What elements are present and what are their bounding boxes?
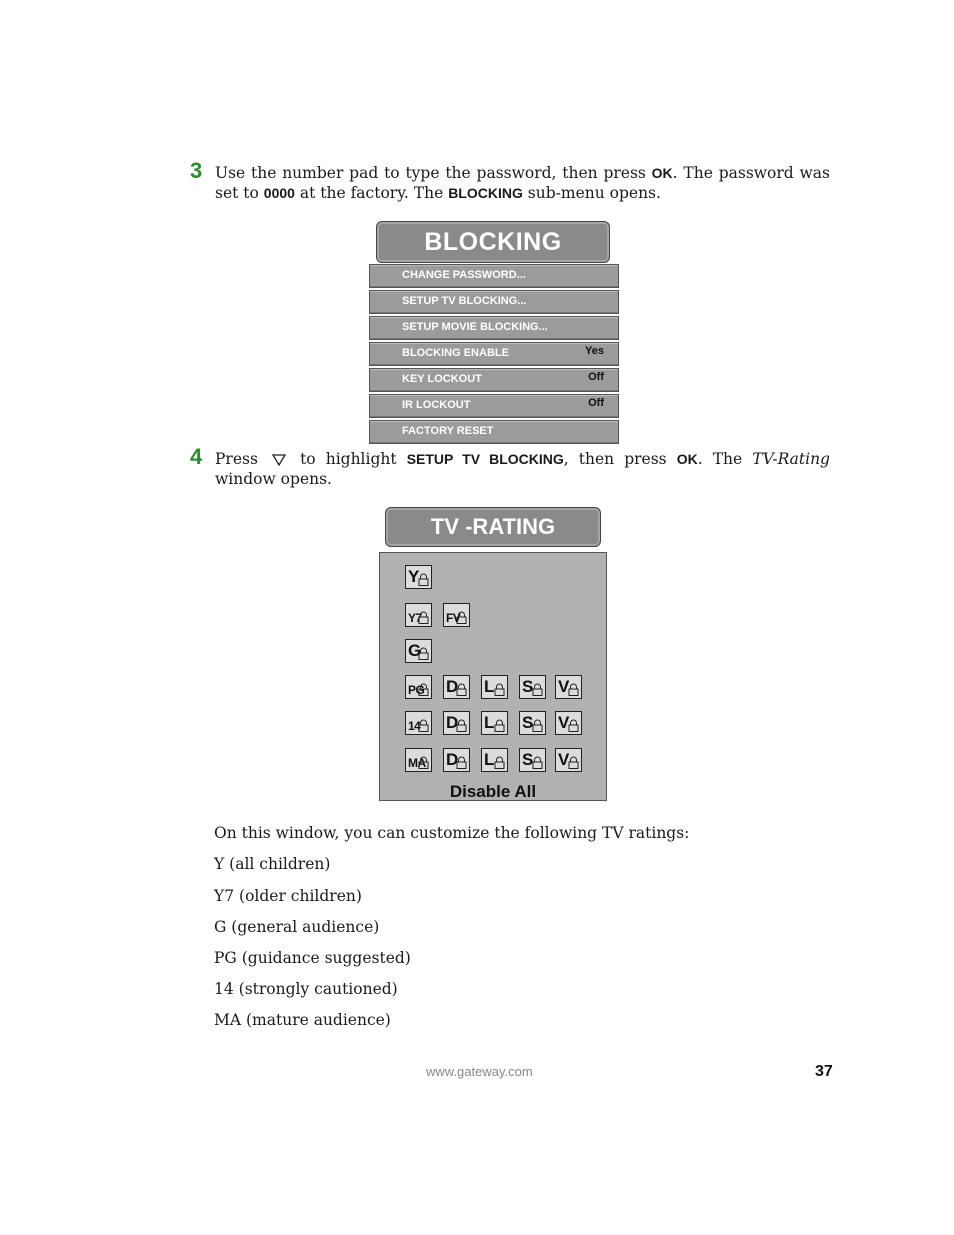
lock-icon — [418, 756, 429, 769]
blocking-menu — [369, 264, 619, 446]
step-text: Press to highlight SETUP TV BLOCKING, then press OK. The TV-Rating window opens. — [215, 450, 830, 488]
lock-icon — [568, 683, 579, 696]
ok-key-label: OK — [676, 451, 698, 467]
rating-label: G — [408, 641, 422, 660]
down-arrow-icon — [272, 454, 286, 466]
rating-toggle-g[interactable] — [405, 639, 432, 663]
tv-rating-emphasis: TV-Rating — [752, 450, 830, 468]
rating-label: 14 — [408, 719, 421, 733]
disable-all-button[interactable]: Disable All — [449, 782, 537, 801]
lock-icon — [456, 719, 467, 732]
rating-desc-g: G (general audience) — [214, 918, 380, 936]
rating-label: S — [522, 713, 534, 732]
rating-toggle-s[interactable] — [519, 748, 546, 772]
lock-icon — [456, 611, 467, 624]
rating-desc-pg: PG (guidance suggested) — [214, 949, 411, 967]
rating-toggle-v[interactable] — [555, 711, 582, 735]
step-text: Use the number pad to type the password, then press OK. The password was set to 0000 at the factory. The BLOCKING sub-menu opens. — [215, 164, 830, 202]
ir-lockout-value: Off — [588, 397, 604, 409]
rating-label: V — [558, 713, 570, 732]
intro-text: On this window, you can customize the following TV ratings: — [214, 824, 690, 842]
menu-item-factory-reset[interactable]: FACTORY RESET — [369, 420, 619, 444]
rating-toggle-l[interactable] — [481, 675, 508, 699]
rating-toggle-l[interactable] — [481, 711, 508, 735]
rating-toggle-pg[interactable] — [405, 675, 432, 699]
rating-toggle-d[interactable] — [443, 675, 470, 699]
menu-item-setup-tv-blocking[interactable]: SETUP TV BLOCKING... — [369, 290, 619, 314]
lock-icon — [494, 756, 505, 769]
rating-toggle-14[interactable] — [405, 711, 432, 735]
rating-label: S — [522, 677, 534, 696]
blocking-menu-title: BLOCKING — [376, 221, 610, 263]
rating-label: D — [446, 677, 459, 696]
rating-toggle-y7[interactable] — [405, 603, 432, 627]
step-3 — [190, 158, 830, 203]
rating-label: L — [484, 677, 495, 696]
rating-toggle-v[interactable] — [555, 748, 582, 772]
rating-toggle-l[interactable] — [481, 748, 508, 772]
menu-item-setup-movie-blocking[interactable]: SETUP MOVIE BLOCKING... — [369, 316, 619, 340]
rating-label: D — [446, 750, 459, 769]
rating-label: D — [446, 713, 459, 732]
lock-icon — [568, 756, 579, 769]
rating-desc-y7: Y7 (older children) — [214, 887, 362, 905]
rating-label: PG — [408, 683, 425, 697]
lock-icon — [418, 611, 429, 624]
menu-item-blocking-enable[interactable]: BLOCKING ENABLE Yes — [369, 342, 619, 366]
rating-label: V — [558, 750, 570, 769]
tv-rating-panel — [379, 552, 607, 801]
rating-toggle-fv[interactable] — [443, 603, 470, 627]
rating-desc-ma: MA (mature audience) — [214, 1011, 391, 1029]
lock-icon — [418, 719, 429, 732]
password-value: 0000 — [263, 185, 295, 201]
rating-label: FV — [446, 611, 461, 625]
footer-url: www.gateway.com — [426, 1064, 533, 1079]
menu-item-ir-lockout[interactable]: IR LOCKOUT Off — [369, 394, 619, 418]
tv-rating-title: TV -RATING — [385, 507, 601, 547]
rating-label: S — [522, 750, 534, 769]
page-number: 37 — [815, 1063, 833, 1080]
rating-toggle-ma[interactable] — [405, 748, 432, 772]
menu-item-key-lockout[interactable]: KEY LOCKOUT Off — [369, 368, 619, 392]
lock-icon — [532, 719, 543, 732]
rating-label: L — [484, 750, 495, 769]
lock-icon — [494, 683, 505, 696]
key-lockout-value: Off — [588, 371, 604, 383]
lock-icon — [568, 719, 579, 732]
rating-toggle-s[interactable] — [519, 711, 546, 735]
rating-toggle-d[interactable] — [443, 748, 470, 772]
lock-icon — [532, 683, 543, 696]
rating-desc-y: Y (all children) — [214, 855, 331, 873]
step-4 — [190, 444, 830, 489]
menu-item-change-password[interactable]: CHANGE PASSWORD... — [369, 264, 619, 288]
lock-icon — [456, 756, 467, 769]
lock-icon — [418, 683, 429, 696]
rating-label: Y7 — [408, 611, 422, 625]
rating-label: L — [484, 713, 495, 732]
lock-icon — [532, 756, 543, 769]
lock-icon — [494, 719, 505, 732]
blocking-enable-value: Yes — [585, 345, 604, 357]
rating-label: MA — [408, 756, 426, 770]
rating-desc-14: 14 (strongly cautioned) — [214, 980, 398, 998]
setup-tv-blocking-label: SETUP TV BLOCKING — [406, 451, 564, 467]
rating-label: V — [558, 677, 570, 696]
rating-toggle-y[interactable] — [405, 565, 432, 589]
rating-label: Y — [408, 567, 420, 586]
lock-icon — [418, 647, 429, 660]
step-number: 3 — [190, 158, 203, 183]
ok-key-label: OK — [651, 165, 673, 181]
lock-icon — [456, 683, 467, 696]
rating-toggle-v[interactable] — [555, 675, 582, 699]
lock-icon — [418, 573, 429, 586]
blocking-label: BLOCKING — [448, 185, 523, 201]
step-number: 4 — [190, 444, 203, 469]
rating-toggle-s[interactable] — [519, 675, 546, 699]
rating-toggle-d[interactable] — [443, 711, 470, 735]
